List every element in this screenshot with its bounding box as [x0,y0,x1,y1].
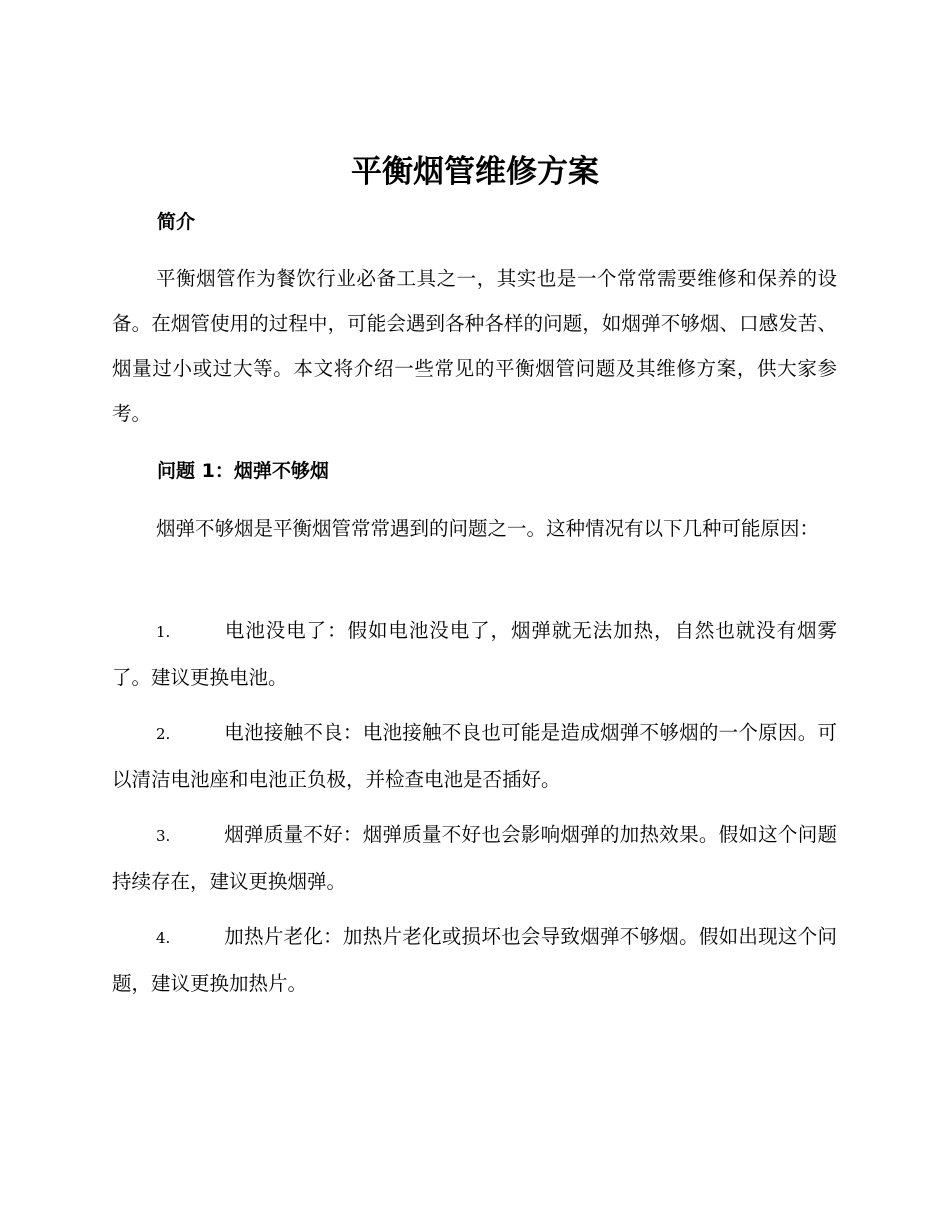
list-item-number: 1. [156,623,171,641]
list-item-text: 加热片老化：加热片老化或损坏也会导致烟弹不够烟。假如出现这个问题，建议更换加热片。 [112,925,837,995]
list-item-number: 4. [156,929,171,947]
problem-1-heading: 问题 1：烟弹不够烟 [157,460,329,482]
problem-1-paragraph: 烟弹不够烟是平衡烟管常常遇到的问题之一。这种情况有以下几种可能原因： [156,517,820,540]
list-item [112,710,837,802]
list-item-number: 3. [156,827,171,845]
list-item-number: 2. [156,725,171,743]
list-item [112,812,837,904]
document-title: 平衡烟管维修方案 [351,154,599,190]
intro-heading: 简介 [157,211,196,233]
list-item [112,608,837,700]
list-item-text: 电池没电了：假如电池没电了，烟弹就无法加热，自然也就没有烟雾了。建议更换电池。 [112,619,837,689]
list-item [112,914,837,1006]
list-item-text: 烟弹质量不好：烟弹质量不好也会影响烟弹的加热效果。假如这个问题持续存在，建议更换烟弹。 [112,823,837,893]
intro-paragraph: 平衡烟管作为餐饮行业必备工具之一，其实也是一个常常需要维修和保养的设备。在烟管使用的过程中，可能会遇到各种各样的问题，如烟弹不够烟、口感发苦、烟量过小或过大等。本文将介绍一些常见的平衡烟管问题及其维修方案，供大家参考。 [112,267,837,425]
list-item-text: 电池接触不良：电池接触不良也可能是造成烟弹不够烟的一个原因。可以清洁电池座和电池正负极，并检查电池是否插好。 [112,721,837,791]
